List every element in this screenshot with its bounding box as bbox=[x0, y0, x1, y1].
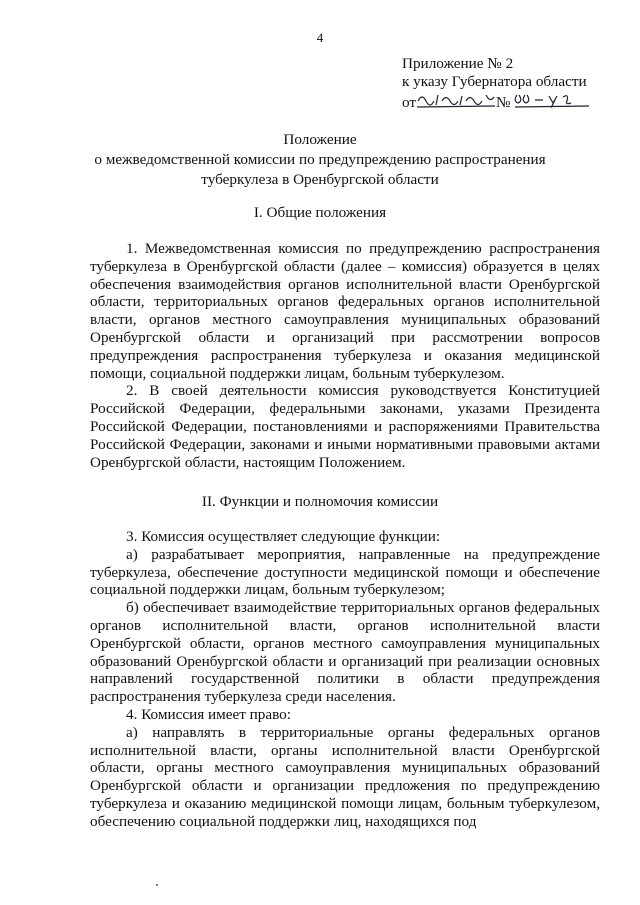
section-1-heading: I. Общие положения bbox=[253, 204, 387, 221]
paragraph-4: 4. Комиссия имеет право: bbox=[126, 705, 291, 723]
section-2-body bbox=[90, 528, 600, 831]
paragraph-3b: б) обеспечивает взаимодействие территориальных органов федеральных органов исполнительной власти, органов исполнительной власти Оренбургской области, органов местного самоуправления муниципальных образований Оренбургской области и организаций при реализации основных направлений государственной политики в области предупреждения распространения туберкулеза среди населения. bbox=[90, 599, 600, 706]
number-sign: № bbox=[496, 94, 511, 111]
handwritten-date-signature bbox=[416, 91, 496, 109]
appendix-date-line bbox=[402, 91, 627, 112]
page-number: 4 bbox=[316, 30, 324, 45]
paragraph-1: 1. Межведомственная комиссия по предупреждению распространения туберкулеза в Оренбургской области (далее – комиссия) образуется в целях обеспечения взаимодействия органов исполнительной власти Оренбургской области, территориальных органов федеральных органов исполнительной власти, органов местного самоуправления муниципальных образований Оренбургской области и организаций при рассмотрении вопросов предупреждения распространения туберкулеза и оказания медицинской помощи, социальной поддержки лицам, больным туберкулезом. bbox=[90, 240, 600, 382]
title-line-1: Положение bbox=[283, 131, 357, 148]
date-prefix: от bbox=[402, 94, 417, 111]
appendix-block bbox=[402, 55, 627, 112]
title-line-3: туберкулеза в Оренбургской области bbox=[201, 171, 439, 188]
title-line-2: о межведомственной комиссии по предупреждению распространения bbox=[94, 151, 546, 168]
scan-dot bbox=[156, 884, 158, 886]
appendix-decree-reference: к указу Губернатора области bbox=[402, 73, 587, 90]
paragraph-3: 3. Комиссия осуществляет следующие функции: bbox=[126, 528, 441, 545]
appendix-label: Приложение № 2 bbox=[402, 55, 514, 72]
paragraph-2: 2. В своей деятельности комиссия руководствуется Конституцией Российской Федерации, федеральными законами, указами Президента Российской Федерации, постановлениями и распоряжениями Правительства Российской Федерации, законами и иными нормативными правовыми актами Оренбургской области, настоящим Положением. bbox=[90, 382, 600, 471]
paragraph-3a: а) разрабатывает мероприятия, направленные на предупреждение туберкулеза, обеспечение доступности медицинской помощи и обеспечение социальной поддержки лицам, больным туберкулезом; bbox=[90, 545, 600, 599]
section-1-body bbox=[90, 240, 600, 471]
section-2-heading: II. Функции и полномочия комиссии bbox=[201, 493, 439, 510]
document-title bbox=[0, 130, 640, 190]
handwritten-number-signature bbox=[511, 91, 591, 109]
paragraph-4a: а) направлять в территориальные органы федеральных органов исполнительной власти, органы исполнительной власти Оренбургской области, органы местного самоуправления муниципальных образований Оренбургской области и организации предложения по предупреждению туберкулеза и оказанию медицинской помощи лицам, больным туберкулезом, обеспечению социальной поддержки лиц, находящихся под bbox=[90, 723, 600, 830]
